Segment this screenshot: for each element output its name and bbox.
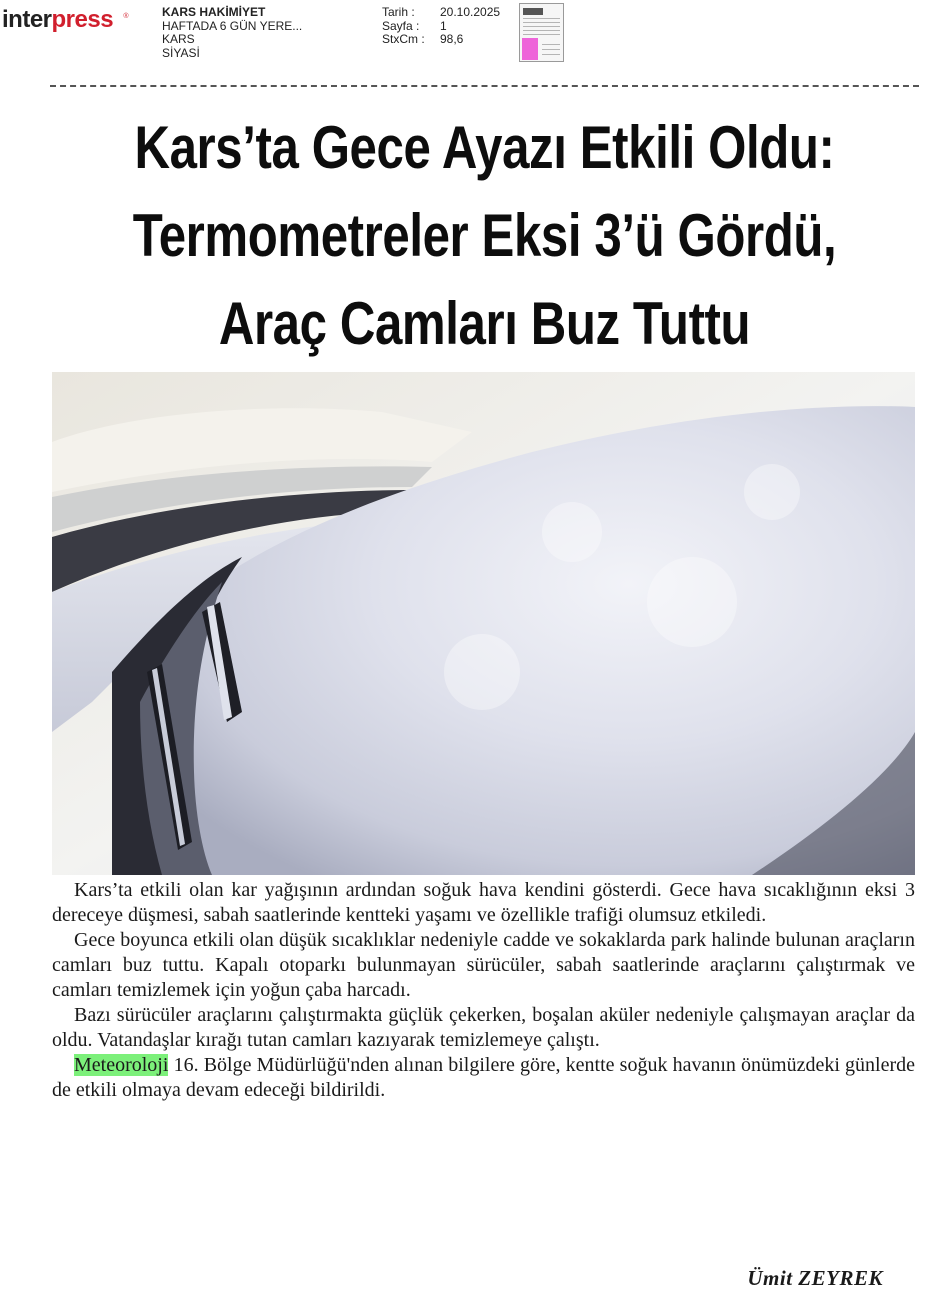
interpress-logo bbox=[2, 6, 128, 34]
author-byline: Ümit ZEYREK bbox=[747, 1266, 883, 1290]
headline-line-3: Araç Camları Buz Tuttu bbox=[218, 290, 751, 357]
thumbnail-line bbox=[523, 18, 560, 19]
clipping-city: KARS bbox=[162, 32, 195, 46]
frosted-car-illustration bbox=[52, 372, 915, 875]
article-body bbox=[52, 878, 915, 1103]
thumbnail-line bbox=[523, 30, 560, 31]
logo-part-inter: inter bbox=[2, 6, 52, 33]
article-headline bbox=[50, 104, 919, 368]
publication-name: KARS HAKİMİYET bbox=[162, 5, 266, 19]
date-label: Tarih : bbox=[382, 5, 415, 19]
size-label: StxCm : bbox=[382, 32, 425, 46]
date-value: 20.10.2025 bbox=[440, 5, 501, 19]
headline-line-1: Kars’ta Gece Ayazı Etkili Oldu: bbox=[134, 114, 835, 181]
logo-part-press: press bbox=[51, 6, 114, 33]
logo-registered-mark: ® bbox=[123, 13, 128, 20]
thumbnail-line bbox=[523, 34, 560, 35]
article-paragraph-1: Kars’ta etkili olan kar yağışının ardından soğuk hava kendini gösterdi. Gece hava sıcaklığının eksi 3 dereceye düşmesi, sabah saatlerinde kentteki yaşamı ve özellikle trafiği olumsuz etkiledi. bbox=[52, 879, 915, 926]
clipping-category: SİYASİ bbox=[162, 45, 200, 60]
thumbnail-line bbox=[542, 44, 560, 45]
page-thumbnail[interactable] bbox=[519, 3, 564, 62]
page-label: Sayfa : bbox=[382, 18, 420, 33]
date-row bbox=[382, 6, 500, 20]
article-paragraph-4-text: 16. Bölge Müdürlüğü'nden alınan bilgilere göre, kentte soğuk havanın önümüzdeki günlerde de etkili olmaya devam edeceği bildirildi. bbox=[52, 1054, 915, 1101]
clipping-headline-short: HAFTADA 6 GÜN YERE... bbox=[162, 18, 303, 33]
keyword-highlight: Meteoroloji bbox=[74, 1054, 169, 1076]
page-row bbox=[382, 20, 500, 34]
thumbnail-masthead bbox=[523, 8, 543, 15]
headline-line-2: Termometreler Eksi 3’ü Gördü, bbox=[132, 202, 837, 269]
header-divider bbox=[50, 85, 919, 87]
thumbnail-line bbox=[542, 54, 560, 55]
size-row bbox=[382, 33, 500, 47]
clipping-meta bbox=[382, 6, 500, 47]
article-paragraph-3: Bazı sürücüler araçlarını çalıştırmakta güçlük çekerken, boşalan aküler nedeniyle çalışmayan araçlar da oldu. Vatandaşlar kırağı tutan camları kazıyarak temizlemeye çalıştı. bbox=[52, 1004, 915, 1051]
article-paragraph-2: Gece boyunca etkili olan düşük sıcaklıklar nedeniyle cadde ve sokaklarda park halinde bulunan araçların camları buz tuttu. Kapalı otoparkı bulunmayan sürücüler, sabah saatlerinde araçlarını çalıştırmak ve camları temizlemek için yoğun çaba harcadı. bbox=[52, 929, 915, 1001]
clipping-source-info bbox=[162, 6, 302, 60]
thumbnail-line bbox=[523, 26, 560, 27]
thumbnail-line bbox=[523, 22, 560, 23]
page-value: 1 bbox=[440, 18, 447, 33]
thumbnail-line bbox=[542, 49, 560, 50]
article-photo-frosted-car bbox=[52, 372, 915, 875]
article-paragraph-4 bbox=[52, 1053, 915, 1103]
thumbnail-article-highlight bbox=[522, 38, 538, 60]
size-value: 98,6 bbox=[440, 32, 464, 46]
